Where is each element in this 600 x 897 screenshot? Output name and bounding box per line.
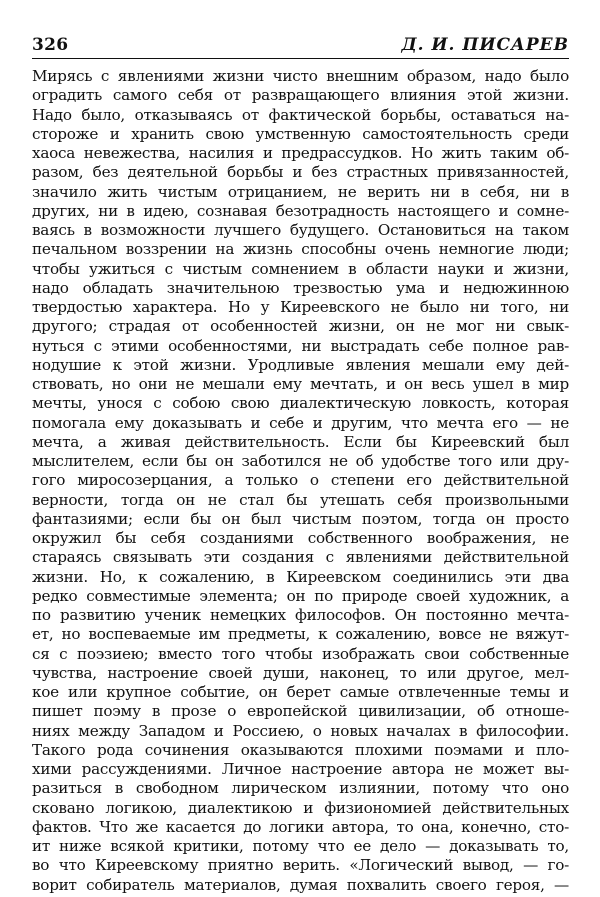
text-line: мечта, а живая действительность. Если бы Киреевский был [32, 432, 569, 451]
text-line: чувства, настроение своей души, наконец, то или другое, мел- [32, 663, 569, 682]
text-line: мечты, унося с собою свою диалектическую ловкость, которая [32, 394, 569, 413]
text-line: по развитию ученик немецких философов. Он постоянно мечта- [32, 606, 569, 624]
text-line: пишет поэму в прозе о европейской цивилизации, об отноше- [32, 702, 569, 721]
page-number: 326 [32, 35, 69, 55]
text-line: разиться в свободном лирическом излиянии, потому что оно [32, 779, 569, 798]
text-line: редко совместимые элемента; он по природе своей художник, а [32, 586, 569, 605]
text-line: хаоса невежества, насилия и предрассудков. Но жить таким об- [32, 144, 569, 162]
text-line: помогала ему доказывать и себе и другим, что мечта его — не [32, 413, 569, 432]
text-line: ит ниже всякой критики, потому что ее дело — доказывать то, [32, 837, 569, 855]
book-page [32, 30, 569, 895]
body-text [32, 67, 569, 895]
text-line: нодушие к этой жизни. Уродливые явления мешали ему дей- [32, 355, 569, 374]
text-line: мыслителем, если бы он заботился не об удобстве того или дру- [32, 452, 569, 470]
text-line: фантазиями; если бы он был чистым поэтом, тогда он просто [32, 509, 569, 528]
text-line: другого; страдая от особенностей жизни, он не мог ни свык- [32, 317, 569, 336]
text-line: во что Киреевскому приятно верить. «Логический вывод, — го- [32, 856, 569, 875]
running-title-author: Д. И. ПИСАРЕВ [401, 35, 569, 55]
text-line: фактов. Что же касается до логики автора, то она, конечно, сто- [32, 817, 569, 836]
text-line: сковано логикою, диалектикою и физиономией действительных [32, 798, 569, 817]
text-line: печальном воззрении на жизнь способны очень немногие люди; [32, 240, 569, 259]
text-line: стараясь связывать эти создания с явлениями действительной [32, 548, 569, 567]
text-line: жизни. Но, к сожалению, в Киреевском соединились эти два [32, 567, 569, 586]
text-line: ворит собиратель материалов, думая похвалить своего героя, — [32, 875, 569, 894]
text-line: надо обладать значительною трезвостью ума и недюжинною [32, 278, 569, 297]
running-header [32, 30, 569, 59]
text-line: кое или крупное событие, он берет самые отвлеченные темы и [32, 683, 569, 701]
text-line: твердостью характера. Но у Киреевского не было ни того, ни [32, 298, 569, 316]
text-line: ся с поэзиею; вместо того чтобы изображать свои собственные [32, 644, 569, 663]
text-line: нуться с этими особенностями, ни выстрадать себе полное рав- [32, 336, 569, 355]
text-line: ниях между Западом и Россиею, о новых началах в философии. [32, 721, 569, 740]
text-line: Мирясь с явлениями жизни чисто внешним образом, надо было [32, 67, 569, 85]
text-line: ствовать, но они не мешали ему мечтать, и он весь ушел в мир [32, 375, 569, 393]
text-line: хими рассуждениями. Личное настроение автора не может вы- [32, 760, 569, 778]
text-line: Такого рода сочинения оказываются плохими поэмами и пло- [32, 740, 569, 759]
text-line: чтобы ужиться с чистым сомнением в области науки и жизни, [32, 259, 569, 278]
text-line: верности, тогда он не стал бы утешать себя произвольными [32, 490, 569, 509]
text-line: значило жить чистым отрицанием, не верить ни в себя, ни в [32, 182, 569, 201]
text-line: окружил бы себя созданиями собственного воображения, не [32, 529, 569, 547]
text-line: стороже и хранить свою умственную самостоятельность среди [32, 124, 569, 143]
text-line: разом, без деятельной борьбы и без страстных привязанностей, [32, 163, 569, 182]
text-line: Надо было, отказываясь от фактической борьбы, оставаться на- [32, 105, 569, 124]
text-line: оградить самого себя от развращающего влияния этой жизни. [32, 86, 569, 105]
text-line: других, ни в идею, сознавая безотрадность настоящего и сомне- [32, 201, 569, 220]
text-line: ваясь в возможности лучшего будущего. Остановиться на таком [32, 221, 569, 239]
text-line: ет, но воспеваемые им предметы, к сожалению, вовсе не вяжут- [32, 625, 569, 644]
text-line: гого миросозерцания, а только о степени его действительной [32, 471, 569, 490]
